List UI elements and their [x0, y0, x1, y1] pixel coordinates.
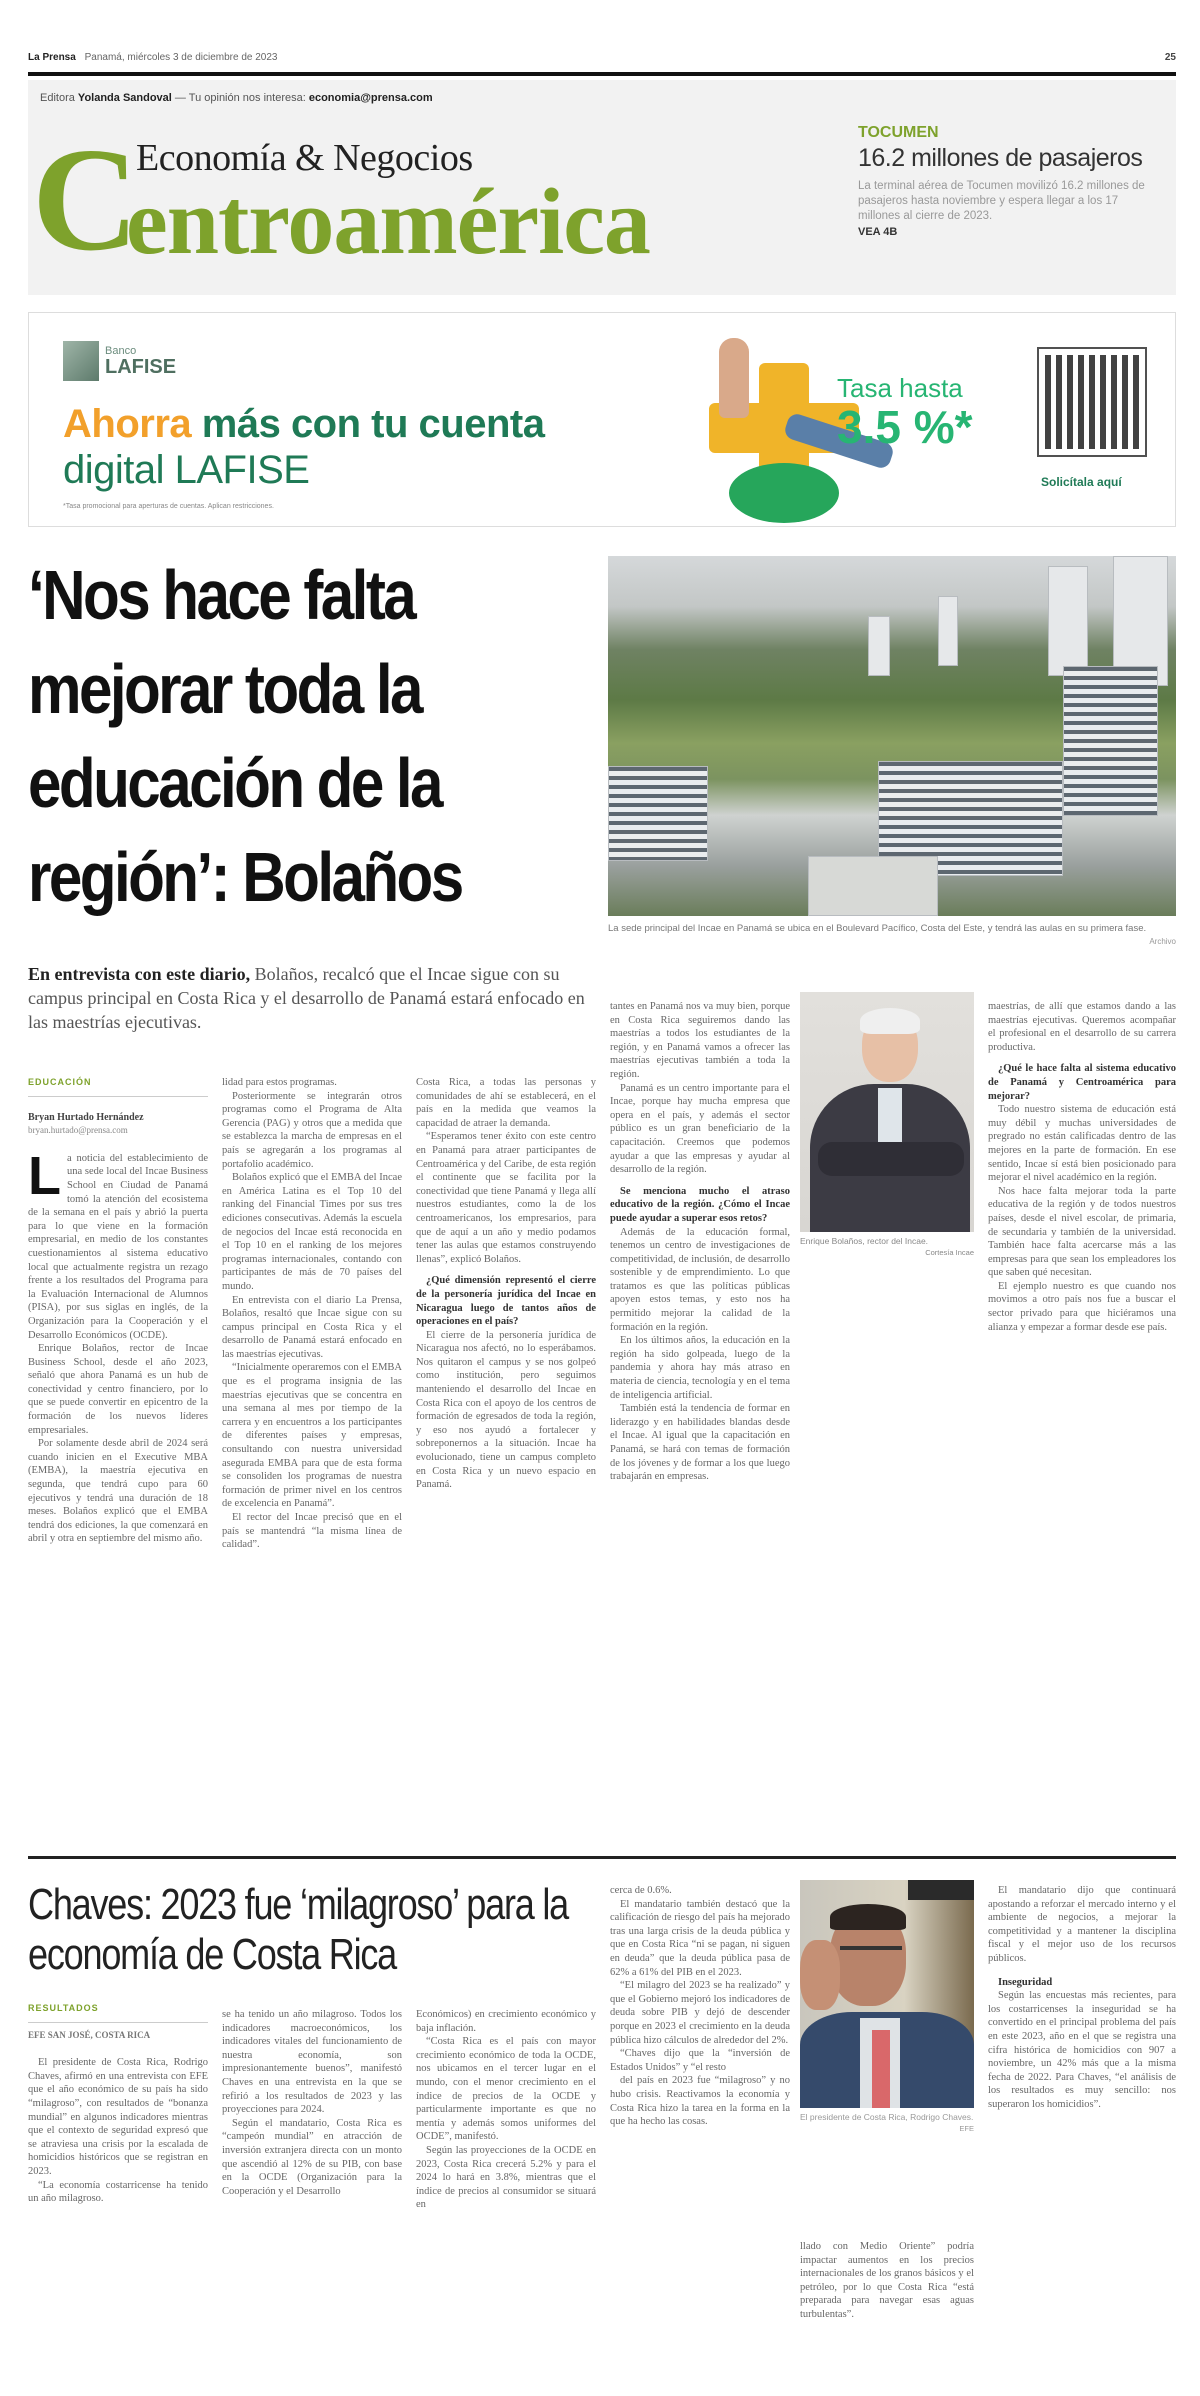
campus-aerial-photo	[608, 556, 1176, 916]
article-headline: ‘Nos hace falta mejorar toda la educación de la región’: Bolaños	[28, 556, 462, 916]
paragraph: Posteriormente se integrarán otros programas como el Programa de Alta Gerencia (PAG) y otros que a medida que se establezca la marcha de empresas en el país se agregarán a los programas al portafolio académico.	[222, 1090, 402, 1170]
ad-headline-line2: digital LAFISE	[63, 448, 310, 492]
paragraph: En entrevista con el diario La Prensa, Bolaños, resaltó que Incae sigue con su campus principal en Costa Rica y el desarrollo de Panamá estará enfocado en las maestrías ejecutivas.	[222, 1294, 402, 1360]
teaser-kicker: TOCUMEN	[858, 124, 939, 141]
teaser-description: La terminal aérea de Tocumen movilizó 16.2 millones de pasajeros hasta noviembre y espera llegar a los 17 millones al cierre de 2023.	[858, 180, 1145, 222]
paragraph: “El milagro del 2023 se ha realizado” y que el Gobierno mejoró los indicadores de deuda sobre PIB y dejó de descender porque en 2023 el crecimiento en la deuda pública hizo cálculos de alrededor del 2%.	[610, 1980, 790, 2046]
header-rule	[28, 72, 1176, 76]
paragraph: El mandatario dijo que continuará apostando a reforzar el mercado interno y el ambiente de negocios, a mejorar la competitividad y a mantener la disciplina fiscal y el mejor uso de los recursos públicos.	[988, 1885, 1176, 1964]
paragraph: llado con Medio Oriente” podría impactar aumentos en los precios internacionales de los granos básicos y el petróleo, por lo que Costa Rica “está preparada para navegar esas aguas turbulentas”.	[800, 2241, 974, 2320]
ad-fine-print: *Tasa promocional para aperturas de cuentas. Aplican restricciones.	[63, 503, 274, 510]
ad-rate	[837, 373, 973, 453]
interview-question: Se menciona mucho el atraso educativo de la región. ¿Cómo el Incae puede ayudar a superar esos retos?	[610, 1185, 790, 1224]
article2-column-3	[416, 2008, 596, 2212]
article2-column-4	[610, 1884, 790, 2129]
page-number: 25	[1164, 52, 1176, 63]
qr-label[interactable]: Solicítala aquí	[1041, 475, 1122, 489]
paragraph: Costa Rica, a todas las personas y comunidades de ahí se establecerá, en el país en la medida que veamos la capacidad de atraer la demanda.	[416, 1077, 596, 1129]
paragraph: maestrías, de allí que estamos dando a las maestrías ejecutivas. Queremos acompañar el profesional en el desarrollo de su carrera productiva.	[988, 1001, 1176, 1053]
lede-text: Bolaños, recalcó que el Incae sigue con su campus principal en Costa Rica y el desarrollo de Panamá estará enfocado en las maestrías ejecutivas.	[28, 964, 585, 1032]
ad-headline-green: más con tu cuenta	[201, 402, 545, 446]
paragraph: “Costa Rica es el país con mayor crecimiento económico de toda la OCDE, nos ubicamos en el tercer lugar en el mundo, con el menor crecimiento en el índice de precios de la OCDE y particularmente importante es que no mentía y además somos uniformes del OCDE”, manifestó.	[416, 2036, 596, 2143]
paragraph: En los últimos años, la educación en la región ha sido golpeada, luego de la pandemia y ahora hay más atraso en materia de ciencia, tecnología y en el tema de inteligencia artificial.	[610, 1335, 790, 1401]
rate-value: 3.5 %*	[837, 401, 973, 453]
portrait-caption	[800, 2112, 974, 2134]
person-figure	[719, 338, 749, 418]
editor-name: Yolanda Sandoval	[77, 92, 172, 104]
paragraph: “La economía costarricense ha tenido un año milagroso.	[28, 2179, 208, 2205]
paragraph: Según el mandatario, Costa Rica es “campeón mundial” en atracción de inversión extranjera directa con un monto que ascendió al 12% de su PIB, con base en la OCDE (Organización para la Cooperación y el Desarrollo	[222, 2117, 402, 2197]
photo-credit: Archivo	[1149, 937, 1176, 946]
paragraph: Nos hace falta mejorar toda la parte educativa de la región y de todos nuestros países, desde el nivel escolar, de primaria, de secundaria y también de la universidad. También hace falta acercarse más a las empresas para que sean los empleadores los que saben qué necesitan.	[988, 1185, 1176, 1279]
paragraph: El cierre de la personería jurídica de Nicaragua nos afectó, no lo esperábamos. Nos quitaron el campus y se nos golpeó como institución, pero seguimos manteniendo el desarrollo del Incae en Costa Rica con el apoyo de los centros de formación de egresados de toda la región, y eso nos ayudó a fortalecer y sobreponernos a la situación. Incae ha evolucionado, tiene un campus completo en Costa Rica y un nuevo espacio en Panamá.	[416, 1329, 596, 1491]
portrait-credit: Cortesía Incae	[925, 1248, 974, 1257]
paragraph: “Inicialmente operaremos con el EMBA que es el programa insignia de las maestrías ejecutivas que se concentra en una semana al mes por tiempo de la carrera y en encuentros a los participantes de diferentes países y empresas, consultando con nuestra universidad asegurada EMBA para que de esta forma se consoliden los programas de nuestra formación de primer nivel en los centros de excelencia en Panamá”.	[222, 1362, 402, 1510]
paragraph: “Esperamos tener éxito con este centro en Panamá para atraer participantes de Centroamérica y del Caribe, de esta región el continente que se facilita por la conectividad que tiene Panamá y llega allí nuestros estudiantes, como la de los centroamericanos, los empresarios, para que de aquí a un año y medio podamos tener las aulas que estamos construyendo llenas”, explicó Bolaños.	[416, 1131, 596, 1265]
divider	[28, 1096, 208, 1097]
paragraph: “Chaves dijo que la “inversión de Estados Unidos” y “el resto	[610, 2048, 790, 2073]
section-tag: EDUCACIÓN	[28, 1077, 92, 1087]
paragraph: Económicos) en crecimiento económico y baja inflación.	[416, 2009, 596, 2034]
article2-column-6	[988, 1884, 1176, 2112]
edition-date: Panamá, miércoles 3 de diciembre de 2023	[84, 52, 278, 63]
article2-column-2	[222, 2008, 402, 2198]
page-header-bar	[28, 52, 1176, 72]
beanbag-shape	[729, 463, 839, 523]
paragraph: lidad para estos programas.	[222, 1077, 337, 1088]
portrait-caption	[800, 1236, 974, 1258]
paragraph: del país en 2023 fue “milagroso” y no hubo crisis. Reactivamos la economía y Costa Rica hizo la tarea en la forma en la que ha hecho las cosas.	[610, 2075, 790, 2128]
masthead-title-initial: C	[32, 118, 139, 282]
editor-line	[40, 92, 433, 104]
article2-column-5a	[800, 2240, 974, 2322]
rate-label: Tasa hasta	[837, 373, 963, 403]
teaser-title: 16.2 millones de pasajeros	[858, 144, 1143, 172]
paragraph: El mandatario también destacó que la calificación de riesgo del país ha mejorado tras una larga crisis de la deuda pública y que en Costa Rica “ni se pagan, ni siguen en deuda” que la deuda pública pasa de 62% a 61% del PIB en el 2023.	[610, 1898, 790, 1978]
drop-cap: L	[28, 1145, 61, 1206]
paragraph: Según las proyecciones de la OCDE en 2023, Costa Rica crecerá 5.2% y para el 2024 lo hará en 3.8%, mientras que el índice de precios al consumidor se situará en	[416, 2144, 596, 2211]
ad-headline	[63, 401, 544, 493]
article1-column-2	[222, 1076, 402, 1552]
paragraph: Además de la educación formal, tenemos un centro de investigaciones de competitividad, de inclusión, de desarrollo sostenible y de emprendimiento. Lo que tratamos es que las políticas públicas apoyen estos temas, y esto nos ha permitido mejorar la calidad de la formación en la región.	[610, 1226, 790, 1333]
portrait-credit: EFE	[959, 2124, 974, 2133]
article1-column-5	[988, 1000, 1176, 1334]
portrait-caption-text: Enrique Bolaños, rector del Incae.	[800, 1236, 929, 1246]
bank-label: Banco	[105, 345, 137, 357]
masthead-title: entroamérica	[126, 170, 650, 274]
section-masthead	[28, 80, 1176, 295]
paragraph: tantes en Panamá nos va muy bien, porque en Costa Rica seguiremos dando las maestrías a todos los estudiantes de la región, y en Panamá vamos a ofrecer las maestrías ejecutivas también a toda la región.	[610, 1001, 790, 1080]
article1-column-1	[28, 1076, 208, 1546]
article1-column-3	[416, 1076, 596, 1492]
teaser-page-ref[interactable]: VEA 4B	[858, 226, 898, 238]
byline: EFE SAN JOSÉ, COSTA RICA	[28, 2029, 151, 2040]
article1-column-4-continued	[800, 1262, 974, 1276]
paragraph: Bolaños explicó que el EMBA del Incae en América Latina es el Top 10 del ranking del Financial Times por sus tres ediciones consecutivas. Además la escuela de negocios del Incae está reconocida en el Top 10 en el ranking de los mejores programas internacionales, contando con participantes de más de 70 países del mundo.	[222, 1172, 402, 1292]
bank-logo-icon	[63, 341, 99, 381]
photo-caption-text: La sede principal del Incae en Panamá se ubica en el Boulevard Pacífico, Costa del Este, y tendrá las aulas en su primera fase.	[608, 923, 1147, 934]
paragraph	[800, 1262, 974, 1276]
article2-headline: Chaves: 2023 fue ‘milagroso’ para la economía de Costa Rica	[28, 1880, 569, 1979]
paragraph: El ejemplo nuestro es que cuando nos movimos a otro país nos fue a buscar el sector privado para que hiciéramos una alianza y empezar a formar desde ese país.	[988, 1280, 1176, 1333]
bank-advertisement[interactable]	[28, 312, 1176, 527]
paragraph: El presidente de Costa Rica, Rodrigo Chaves, afirmó en una entrevista con EFE que el año económico de su país ha sido “milagroso”, con resultados de “bonanza mundial” en algunos indicadores mientras que el contexto de seguridad expresó que se atraviesa una crisis por la escalada de homicidios históricos que se registran en 2023.	[28, 2057, 208, 2177]
bank-name: LAFISE	[105, 356, 177, 378]
teaser-box[interactable]	[858, 124, 1158, 238]
paragraph: Por solamente desde abril de 2024 será cuando inicien en el Executive MBA (EMBA), la maestría ejecutiva en segunda, que tendrá cupo para 60 ejecutivos y tendrá una duración de 18 meses. Bolaños explicó que el EMBA tendrá dos ediciones, la que comenzará en abril y otra en septiembre del mismo año.	[28, 1438, 208, 1545]
interview-question: ¿Qué dimensión representó el cierre de la personería jurídica del Incae en Nicaragua luego de tantos años de operaciones en el país?	[416, 1275, 596, 1328]
paragraph: También está la tendencia de formar en liderazgo y en habilidades blandas desde el Incae. Al igual que la capacitación en Panamá, se hará con temas de formación de los jóvenes y de formar a los que luego trabajarán en empresas.	[610, 1403, 790, 1483]
paragraph: a noticia del establecimiento de una sede local del Incae Business School en Ciudad de Panamá tomó la atención del ecosistema de la semana en el país y abrió la puerta para lo que viene en la formación empresarial, en medio de los constantes cuestionamientos al sistema educativo local que actualmente registra un rezago frente a los resultados del Programa para la Evaluación Internacional de Alumnos (PISA), por sus siglas en inglés, de la Organización para la Cooperación y el Desarrollo Económicos (OCDE).	[28, 1152, 208, 1341]
editor-prefix: Editora	[40, 92, 75, 104]
paragraph: Panamá es un centro importante para el Incae, porque hay mucha empresa que opera en el país, y además el sector público es un gran beneficiario de la capacitación. Creemos que podemos ayudar a que las empresas y ayudar al desarrollo de la región.	[610, 1082, 790, 1176]
paragraph: se ha tenido un año milagroso. Todos los indicadores macroeconómicos, los indicadores vitales del funcionamiento de nuestra economía, son impresionantemente buenos”, manifestó Chaves en una entrevista en la que se refirió a los resultados de 2023 y las proyecciones para 2024.	[222, 2009, 402, 2116]
ad-headline-orange: Ahorra	[63, 402, 192, 446]
paragraph: El rector del Incae precisó que en el país se mantendrá “la misma línea de calidad”.	[222, 1512, 402, 1551]
paragraph: Según las encuestas más recientes, para los costarricenses la inseguridad se ha convertido en el principal problema del país en este 2023, año en el que se registra una cifra histórica de homicidios con 907 a noviembre, un 42% más que a la misma fecha de 2022. Para Chaves, “el análisis de los resultados es muy sencillo: nos superaron los homicidios”.	[988, 1990, 1176, 2110]
article1-column-4	[610, 1000, 790, 1484]
subheading: Inseguridad	[998, 1976, 1053, 1988]
article-lede	[28, 962, 608, 1034]
publication-name: La Prensa	[28, 52, 76, 63]
bank-logo	[63, 341, 176, 381]
masthead-subtitle: Economía & Negocios	[136, 137, 473, 179]
portrait-caption-text: El presidente de Costa Rica, Rodrigo Chaves.	[800, 2112, 974, 2122]
byline-email[interactable]: bryan.hurtado@prensa.com	[28, 1125, 128, 1136]
paragraph: Todo nuestro sistema de educación está muy débil y muchas universidades de pregrado no están calificadas dentro de las mejores en la parte de formación. En ese sentido, Incae sí está bien posicionado para mejorar el nivel académico en la región.	[988, 1104, 1176, 1184]
portrait-photo-bolanos	[800, 992, 974, 1232]
byline: Bryan Hurtado Hernández	[28, 1111, 144, 1123]
contact-prefix: — Tu opinión nos interesa:	[174, 92, 306, 104]
section-tag: RESULTADOS	[28, 2003, 99, 2013]
contact-email[interactable]: economia@prensa.com	[308, 92, 433, 104]
article2-column-1	[28, 2002, 208, 2206]
interview-question: ¿Qué le hace falta al sistema educativo de Panamá y Centroamérica para mejorar?	[988, 1063, 1176, 1102]
section-rule	[28, 1856, 1176, 1859]
paragraph: Enrique Bolaños, rector de Incae Business School, desde el año 2023, señaló que ahora Panamá es un hub de conectividad y centro financiero, por lo que se puede convertir en epicentro de la formación de los nuevos líderes empresariales.	[28, 1343, 208, 1436]
lede-bold: En entrevista con este diario,	[28, 964, 251, 984]
qr-code-icon[interactable]	[1039, 349, 1145, 455]
photo-caption	[608, 922, 1176, 946]
divider	[28, 2022, 208, 2023]
paragraph: cerca de 0.6%.	[610, 1885, 672, 1896]
portrait-photo-chaves	[800, 1880, 974, 2108]
